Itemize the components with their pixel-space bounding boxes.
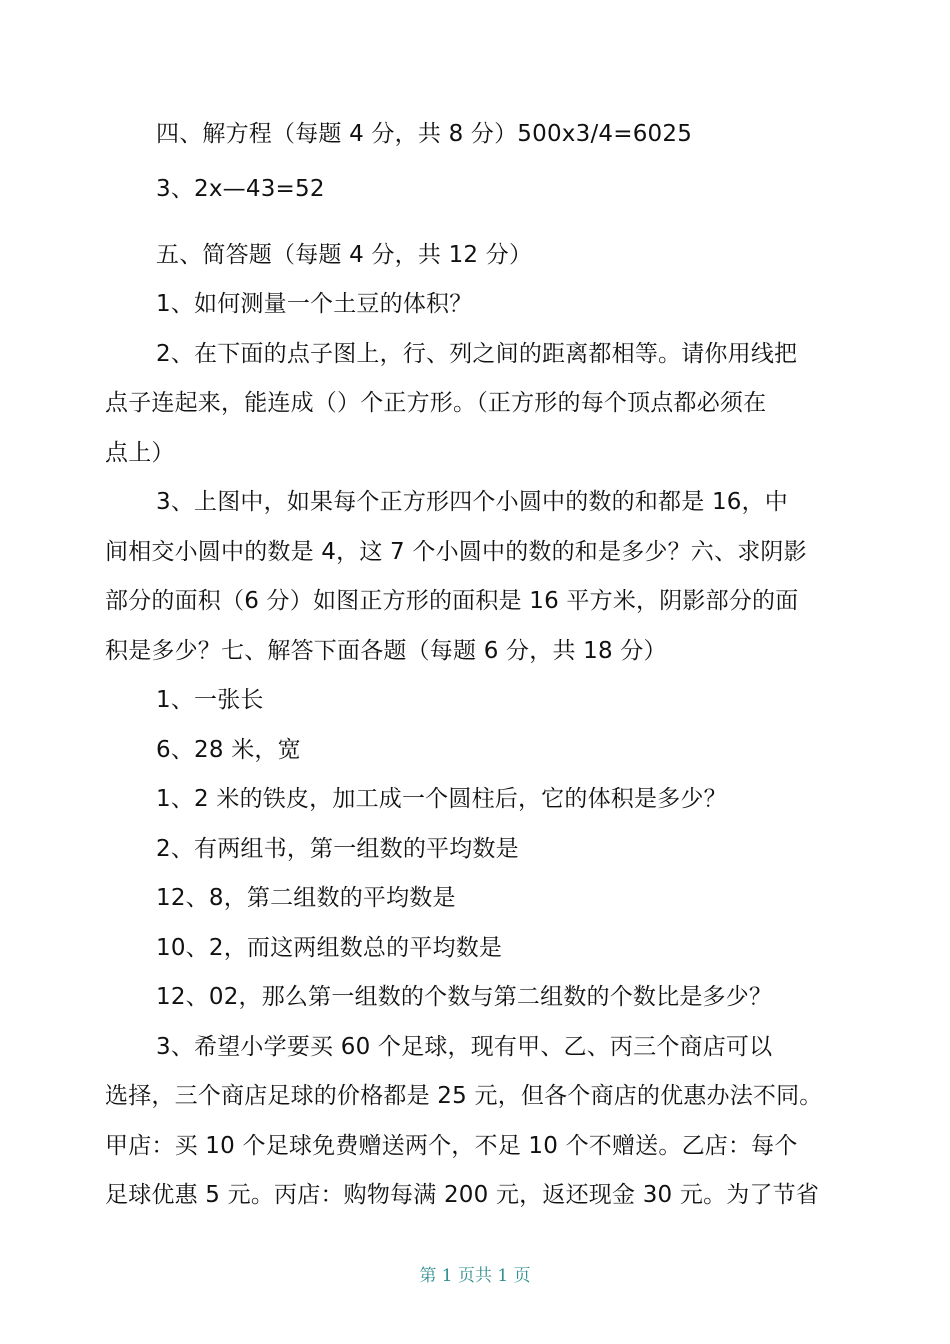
- question-line: 10、2，而这两组数总的平均数是: [156, 935, 503, 961]
- question-line: 2、有两组书，第一组数的平均数是: [156, 836, 519, 862]
- question-line: 12、8，第二组数的平均数是: [156, 885, 456, 911]
- question-line: 6、28 米，宽: [156, 737, 301, 763]
- question-line: 积是多少？七、解答下面各题（每题 6 分，共 18 分）: [105, 638, 667, 664]
- question-line: 点子连起来，能连成（）个正方形。（正方形的每个顶点都必须在: [105, 390, 767, 416]
- question-line: 3、希望小学要买 60 个足球，现有甲、乙、丙三个商店可以: [156, 1034, 773, 1060]
- question-line: 1、如何测量一个土豆的体积？: [156, 291, 473, 317]
- question-line: 1、一张长: [156, 687, 264, 713]
- question-line: 3、上图中，如果每个正方形四个小圆中的数的和都是 16，中: [156, 489, 789, 515]
- question-line: 2、在下面的点子图上，行、列之间的距离都相等。请你用线把: [156, 341, 798, 367]
- question-line: 1、2 米的铁皮，加工成一个圆柱后，它的体积是多少？: [156, 786, 727, 812]
- page-number-footer: 第 1 页共 1 页: [419, 1266, 531, 1286]
- question-line: 足球优惠 5 元。丙店：购物每满 200 元，返还现金 30 元。为了节省: [105, 1182, 820, 1208]
- section-five-heading: 五、简答题（每题 4 分，共 12 分）: [156, 242, 533, 268]
- question-line: 选择，三个商店足球的价格都是 25 元，但各个商店的优惠办法不同。: [105, 1083, 823, 1109]
- question-line: 点上）: [105, 440, 175, 466]
- question-line: 12、02，那么第一组数的个数与第二组数的个数比是多少？: [156, 984, 773, 1010]
- question-line: 甲店：买 10 个足球免费赠送两个，不足 10 个不赠送。乙店：每个: [105, 1133, 798, 1159]
- section-four-heading: 四、解方程（每题 4 分，共 8 分）500x3/4=6025: [156, 121, 693, 147]
- question-line: 间相交小圆中的数是 4，这 7 个小圆中的数的和是多少？六、求阴影: [105, 539, 807, 565]
- question-line: 部分的面积（6 分）如图正方形的面积是 16 平方米，阴影部分的面: [105, 588, 799, 614]
- equation-line: 3、2x—43=52: [156, 176, 325, 202]
